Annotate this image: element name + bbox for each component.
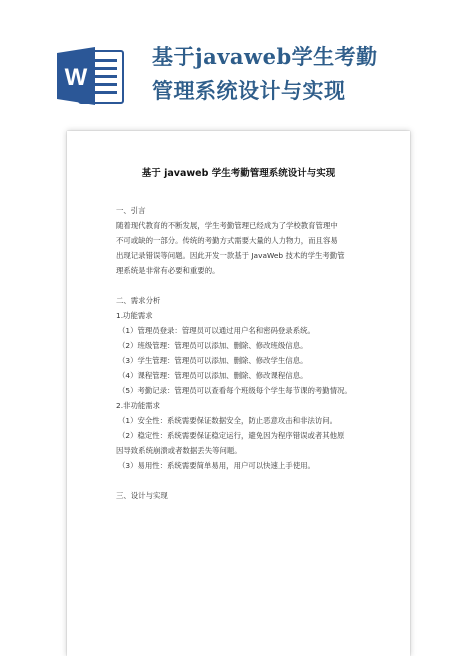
word-icon-letter: W xyxy=(64,64,88,91)
document-page xyxy=(67,131,410,656)
list-item: （1）安全性：系统需要保证数据安全，防止恶意攻击和非法访问。 xyxy=(118,416,338,425)
list-item: （2）班级管理：管理员可以添加、删除、修改班级信息。 xyxy=(118,341,308,350)
document-body xyxy=(116,203,378,503)
page-bottom-margin xyxy=(0,656,474,669)
section-heading-design: 三、设计与实现 xyxy=(116,491,168,500)
list-item: （2）稳定性：系统需要保证稳定运行，避免因为程序错误或者其他原 xyxy=(118,431,345,440)
subheading-functional: 1.功能需求 xyxy=(116,311,153,320)
page-title xyxy=(152,40,452,108)
page-title-line-1: 基于javaweb学生考勤 xyxy=(152,44,378,69)
word-document-icon xyxy=(57,45,125,107)
page-title-line-2: 管理系统设计与实现 xyxy=(152,78,346,103)
list-item: （5）考勤记录：管理员可以查看每个班级每个学生每节课的考勤情况。 xyxy=(118,386,352,395)
blank-line xyxy=(116,473,378,488)
subheading-nonfunctional: 2.非功能需求 xyxy=(116,401,161,410)
list-item: （1）管理员登录：管理员可以通过用户名和密码登录系统。 xyxy=(118,326,315,335)
list-item: （3）学生管理：管理员可以添加、删除、修改学生信息。 xyxy=(118,356,308,365)
paragraph-line: 随着现代教育的不断发展，学生考勤管理已经成为了学校教育管理中 xyxy=(116,221,338,230)
paragraph-line: 不可或缺的一部分。传统的考勤方式需要大量的人力物力，而且容易 xyxy=(116,236,338,245)
document-title: 基于 javaweb 学生考勤管理系统设计与实现 xyxy=(141,168,336,179)
section-heading-requirements: 二、需求分析 xyxy=(116,296,161,305)
section-heading-intro: 一、引言 xyxy=(116,206,146,215)
blank-line xyxy=(116,278,378,293)
list-item: （3）易用性：系统需要简单易用，用户可以快速上手使用。 xyxy=(118,461,315,470)
list-item-continuation: 因导致系统崩溃或者数据丢失等问题。 xyxy=(116,446,242,455)
paragraph-line: 理系统是非常有必要和重要的。 xyxy=(116,266,220,275)
paragraph-line: 出现记录错误等问题。因此开发一款基于 JavaWeb 技术的学生考勤管 xyxy=(116,251,345,260)
list-item: （4）课程管理：管理员可以添加、删除、修改课程信息。 xyxy=(118,371,308,380)
header-banner xyxy=(0,0,474,130)
